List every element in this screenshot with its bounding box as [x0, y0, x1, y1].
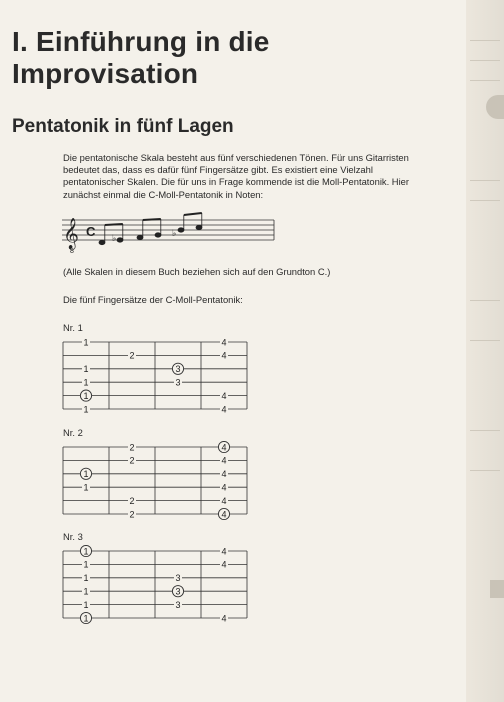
finger-number: 4 — [221, 350, 227, 361]
finger-number: 1 — [83, 390, 89, 401]
section-title: Pentatonik in fünf Lagen — [12, 116, 234, 137]
finger-number: 4 — [221, 390, 227, 401]
finger-number: 4 — [221, 482, 227, 493]
note-c-high — [196, 225, 202, 229]
finger-number: 3 — [175, 599, 181, 610]
finger-number: 4 — [221, 469, 227, 480]
finger-number: 3 — [175, 586, 181, 597]
finger-number: 1 — [83, 573, 89, 584]
finger-number: 1 — [83, 377, 89, 388]
finger-number: 2 — [129, 509, 135, 520]
finger-number: 1 — [83, 482, 89, 493]
diagram-label: Nr. 2 — [63, 427, 83, 438]
intro-paragraph: Die pentatonische Skala besteht aus fünf verschiedenen Tönen. Für uns Gitarristen bedeutet das, dass es dafür fünf Fingersätze gibt. Es existiert eine Vielzahl pentatonischer Skalen. Die für uns in Frage kommende ist die Moll-Pentatonik. Hier zunächst einmal die C-Moll-Pentatonik in Noten: — [63, 152, 410, 200]
finger-number: 4 — [221, 337, 227, 348]
finger-number: 1 — [83, 559, 89, 570]
note-c — [99, 240, 105, 244]
finger-number: 4 — [221, 509, 227, 520]
finger-number: 4 — [221, 559, 227, 570]
music-staff-c-minor-pentatonic — [62, 212, 277, 256]
finger-number: 4 — [221, 495, 227, 506]
diagram-label: Nr. 3 — [63, 531, 83, 542]
finger-number: 1 — [83, 337, 89, 348]
finger-number: 4 — [221, 442, 227, 453]
note-b-flat — [178, 228, 184, 232]
finger-number: 1 — [83, 586, 89, 597]
finger-number: 1 — [83, 469, 89, 480]
finger-number: 4 — [221, 546, 227, 557]
finger-number: 1 — [83, 599, 89, 610]
finger-number: 1 — [83, 613, 89, 624]
finger-number: 2 — [129, 455, 135, 466]
time-signature: C — [86, 224, 96, 239]
finger-number: 4 — [221, 404, 227, 415]
fretboard-diagram-1 — [60, 336, 250, 416]
finger-number: 2 — [129, 350, 135, 361]
finger-number: 4 — [221, 455, 227, 466]
diagram-label: Nr. 1 — [63, 322, 83, 333]
facing-page-bleed — [466, 0, 504, 702]
finger-number: 2 — [129, 495, 135, 506]
scale-note: (Alle Skalen in diesem Buch beziehen sich auf den Grundton C.) — [63, 266, 331, 277]
fretboard-diagram-2 — [60, 441, 250, 521]
flat-accidental: ♭ — [112, 233, 117, 243]
chapter-title — [12, 26, 270, 90]
note-g — [155, 233, 161, 237]
fingerings-heading: Die fünf Fingersätze der C-Moll-Pentatonik: — [63, 294, 243, 305]
finger-number: 1 — [83, 364, 89, 375]
finger-number: 3 — [175, 377, 181, 388]
chapter-title-line2: Improvisation — [12, 58, 199, 89]
finger-number: 3 — [175, 573, 181, 584]
finger-number: 1 — [83, 404, 89, 415]
fretboard-diagram-3 — [60, 545, 250, 625]
chapter-title-line1: I. Einführung in die — [12, 26, 270, 57]
flat-accidental: ♭ — [172, 228, 177, 238]
treble-clef: 𝄞 — [63, 218, 79, 248]
note-e-flat — [117, 238, 123, 242]
finger-number: 3 — [175, 364, 181, 375]
note-f — [137, 235, 143, 239]
finger-number: 2 — [129, 442, 135, 453]
clef-octave-mark: 8 — [70, 248, 74, 255]
finger-number: 1 — [83, 546, 89, 557]
finger-number: 4 — [221, 613, 227, 624]
